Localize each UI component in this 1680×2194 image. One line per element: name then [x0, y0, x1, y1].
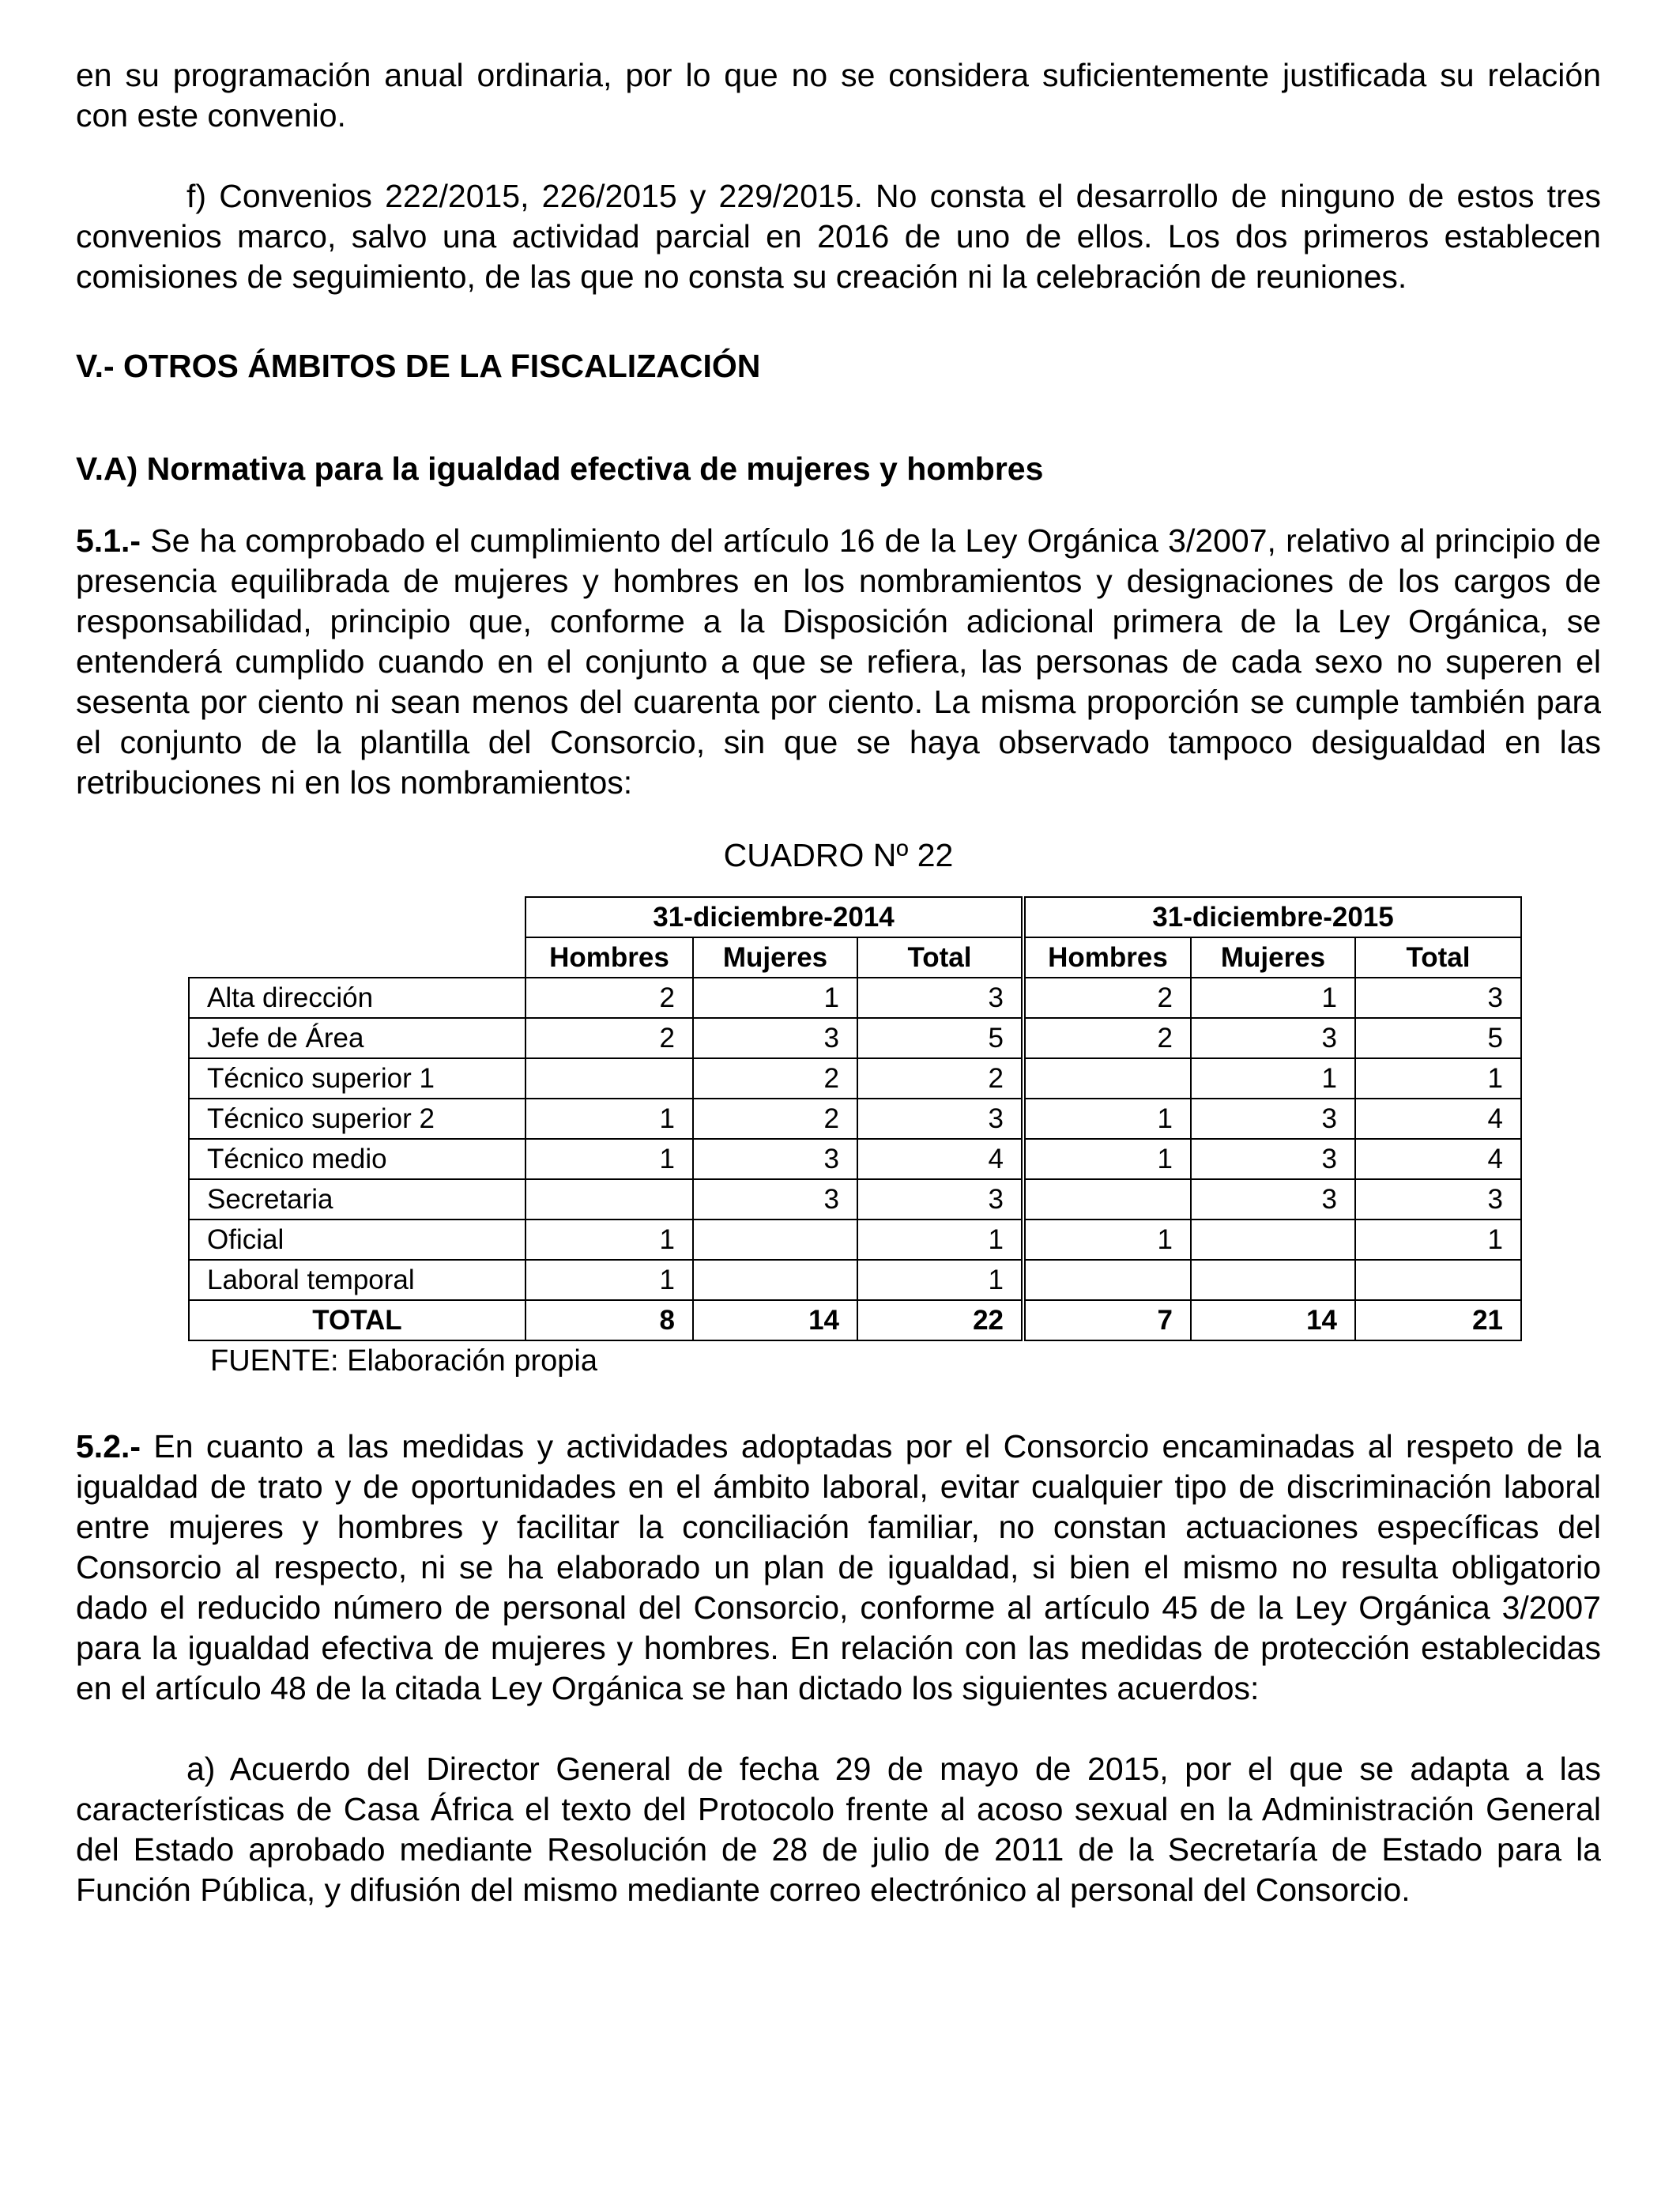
- table-row: [189, 1179, 1521, 1220]
- table-cell: 3: [857, 1099, 1023, 1139]
- table-cell: 4: [857, 1139, 1023, 1179]
- table-row: [189, 1220, 1521, 1260]
- table-cell: 3: [1355, 1179, 1521, 1220]
- table-cell: [693, 1260, 857, 1300]
- table-cell: [1191, 1260, 1355, 1300]
- table-cell: [1355, 1260, 1521, 1300]
- table-cell: 1: [1023, 1099, 1191, 1139]
- table-cell: 5: [857, 1018, 1023, 1058]
- column-header: Mujeres: [693, 937, 857, 978]
- group-header-2014: 31-diciembre-2014: [525, 897, 1023, 937]
- row-label: Laboral temporal: [189, 1260, 525, 1300]
- row-label: Alta dirección: [189, 978, 525, 1018]
- table-cell: 3: [857, 978, 1023, 1018]
- table-cell: 1: [1023, 1220, 1191, 1260]
- table-cell: 1: [693, 978, 857, 1018]
- paragraph-f: f) Convenios 222/2015, 226/2015 y 229/2015. No consta el desarrollo de ninguno de estos tres convenios marco, salvo una actividad parcial en 2016 de uno de ellos. Los dos primeros establecen comisiones de seguimiento, de las que no consta su creación ni la celebración de reuniones.: [76, 178, 1601, 295]
- column-header: Mujeres: [1191, 937, 1355, 978]
- table-cell: 3: [1355, 978, 1521, 1018]
- total-cell: 8: [525, 1300, 693, 1340]
- table-corner: [189, 897, 525, 978]
- table-cell: 4: [1355, 1099, 1521, 1139]
- table-cell: 3: [1191, 1099, 1355, 1139]
- table-cell: 2: [857, 1058, 1023, 1099]
- table-cell: 4: [1355, 1139, 1521, 1179]
- table-cell: 1: [1023, 1139, 1191, 1179]
- column-header: Hombres: [1023, 937, 1191, 978]
- table-cell: 1: [525, 1220, 693, 1260]
- table-cell: 1: [857, 1220, 1023, 1260]
- table-row: [189, 1018, 1521, 1058]
- table-cell: 3: [1191, 1018, 1355, 1058]
- total-cell: 14: [1191, 1300, 1355, 1340]
- table-row: [189, 1260, 1521, 1300]
- section-title: V.- OTROS ÁMBITOS DE LA FISCALIZACIÓN: [76, 348, 761, 384]
- table-cell: [525, 1179, 693, 1220]
- table-total-row: [189, 1300, 1521, 1340]
- table-cell: 2: [693, 1058, 857, 1099]
- table-cell: 3: [693, 1139, 857, 1179]
- table-caption: CUADRO Nº 22: [723, 837, 954, 873]
- table-cell: 1: [1355, 1220, 1521, 1260]
- table-cell: [525, 1058, 693, 1099]
- table-cell: 1: [525, 1099, 693, 1139]
- paragraph-5-1-number: 5.1.-: [76, 522, 141, 559]
- row-label: Secretaria: [189, 1179, 525, 1220]
- column-header: Total: [1355, 937, 1521, 978]
- total-cell: 7: [1023, 1300, 1191, 1340]
- table-cell: [1191, 1220, 1355, 1260]
- total-cell: 21: [1355, 1300, 1521, 1340]
- paragraph-5-2: [76, 1427, 1601, 1709]
- table-row: [189, 1099, 1521, 1139]
- table-group-header-row: [189, 897, 1521, 937]
- row-label: Técnico superior 2: [189, 1099, 525, 1139]
- table-cell: 5: [1355, 1018, 1521, 1058]
- table-cell: [1023, 1260, 1191, 1300]
- table-row: [189, 1058, 1521, 1099]
- total-cell: 14: [693, 1300, 857, 1340]
- total-cell: 22: [857, 1300, 1023, 1340]
- paragraph-continuation: en su programación anual ordinaria, por lo que no se considera suficientemente justificada su relación con este convenio.: [76, 57, 1601, 134]
- table-cell: 1: [525, 1260, 693, 1300]
- table-source: FUENTE: Elaboración propia: [210, 1344, 597, 1378]
- paragraph-5-1: [76, 521, 1601, 803]
- table-cell: 3: [693, 1018, 857, 1058]
- table-cell: 1: [525, 1139, 693, 1179]
- table-cell: [1023, 1179, 1191, 1220]
- paragraph-5-2-text: En cuanto a las medidas y actividades adoptadas por el Consorcio encaminadas al respeto de la igualdad de trato y de oportunidades en el ámbito laboral, evitar cualquier tipo de discriminación laboral entre mujeres y hombres y facilitar la conciliación familiar, no constan actuaciones específicas del Consorcio al respecto, ni se ha elaborado un plan de igualdad, si bien el mismo no resulta obligatorio dado el reducido número de personal del Consorcio, conforme al artículo 45 de la Ley Orgánica 3/2007 para la igualdad efectiva de mujeres y hombres. En relación con las medidas de protección establecidas en el artículo 48 de la citada Ley Orgánica se han dictado los siguientes acuerdos:: [76, 1428, 1601, 1706]
- table-cell: 1: [857, 1260, 1023, 1300]
- row-label: Jefe de Área: [189, 1018, 525, 1058]
- document-page: [76, 55, 1601, 1910]
- table-cell: 2: [525, 1018, 693, 1058]
- table-cell: 1: [1191, 1058, 1355, 1099]
- table-cell: [693, 1220, 857, 1260]
- group-header-2015: 31-diciembre-2015: [1023, 897, 1521, 937]
- row-label: Técnico medio: [189, 1139, 525, 1179]
- table-cell: 2: [525, 978, 693, 1018]
- table-cell: 1: [1355, 1058, 1521, 1099]
- table-body: [189, 978, 1521, 1340]
- table-cell: 3: [857, 1179, 1023, 1220]
- table-cell: [1023, 1058, 1191, 1099]
- subsection-title: V.A) Normativa para la igualdad efectiva de mujeres y hombres: [76, 450, 1044, 487]
- row-label: Técnico superior 1: [189, 1058, 525, 1099]
- table-cell: 2: [1023, 1018, 1191, 1058]
- table-cell: 2: [693, 1099, 857, 1139]
- table-row: [189, 978, 1521, 1018]
- column-header: Total: [857, 937, 1023, 978]
- paragraph-5-2-number: 5.2.-: [76, 1428, 141, 1465]
- paragraph-a: a) Acuerdo del Director General de fecha 29 de mayo de 2015, por el que se adapta a las características de Casa África el texto del Protocolo frente al acoso sexual en la Administración General del Estado aprobado mediante Resolución de 28 de julio de 2011 de la Secretaría de Estado para la Función Pública, y difusión del mismo mediante correo electrónico al personal del Consorcio.: [76, 1751, 1601, 1908]
- total-label: TOTAL: [189, 1300, 525, 1340]
- table-cell: 1: [1191, 978, 1355, 1018]
- table-row: [189, 1139, 1521, 1179]
- table-cell: 3: [1191, 1139, 1355, 1179]
- table-cell: 2: [1023, 978, 1191, 1018]
- column-header: Hombres: [525, 937, 693, 978]
- table-cell: 3: [693, 1179, 857, 1220]
- table-cell: 3: [1191, 1179, 1355, 1220]
- paragraph-5-1-text: Se ha comprobado el cumplimiento del artículo 16 de la Ley Orgánica 3/2007, relativo al principio de presencia equilibrada de mujeres y hombres en los nombramientos y designaciones de los cargos de responsabilidad, principio que, conforme a la Disposición adicional primera de la Ley Orgánica, se entenderá cumplido cuando en el conjunto a que se refiera, las personas de cada sexo no superen el sesenta por ciento ni sean menos del cuarenta por ciento. La misma proporción se cumple también para el conjunto de la plantilla del Consorcio, sin que se haya observado tampoco desigualdad en las retribuciones ni en los nombramientos:: [76, 522, 1601, 801]
- row-label: Oficial: [189, 1220, 525, 1260]
- staff-table: [188, 896, 1522, 1341]
